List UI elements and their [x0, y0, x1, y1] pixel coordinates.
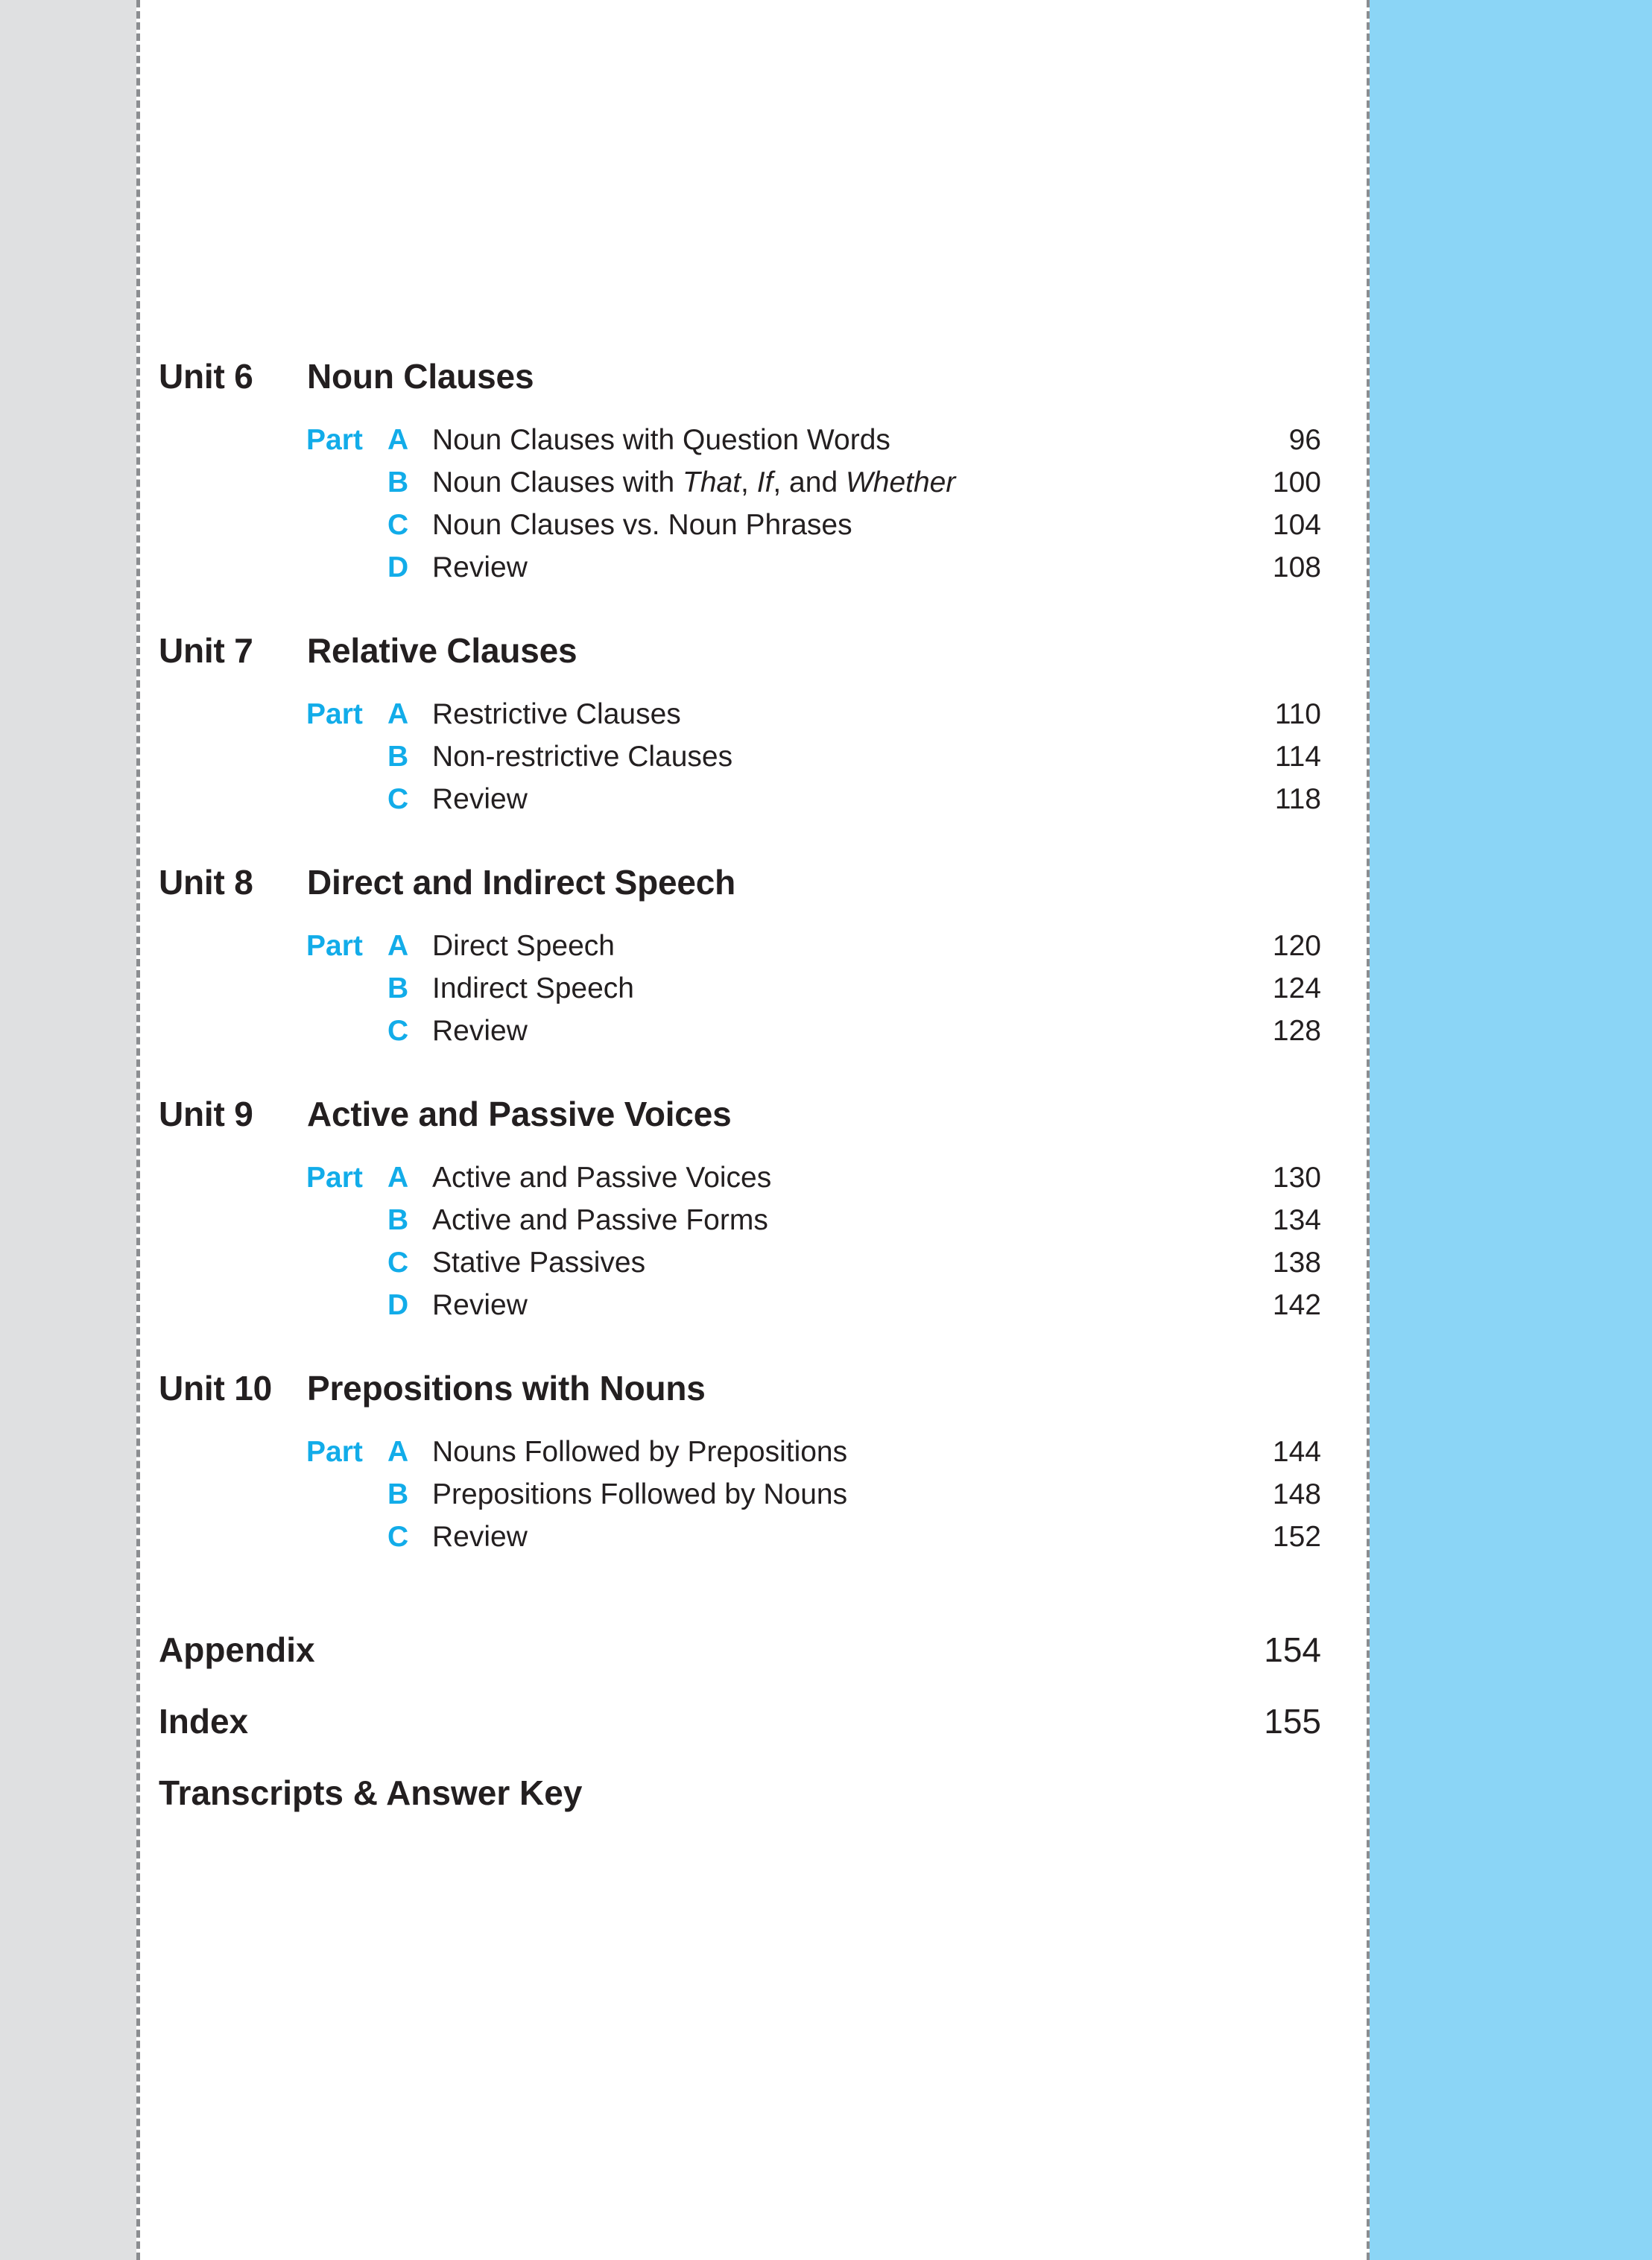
- part-title: Review: [432, 551, 528, 583]
- part-title: Review: [432, 1289, 528, 1321]
- unit-title: Direct and Indirect Speech: [307, 863, 736, 902]
- backmatter-list: [159, 1630, 1345, 1813]
- part-letter: A: [387, 1436, 409, 1468]
- page-number: 134: [1272, 1204, 1321, 1236]
- toc-part-row[interactable]: [159, 1010, 1345, 1052]
- page-number: 155: [1264, 1702, 1321, 1741]
- backmatter-title: Transcripts & Answer Key: [159, 1773, 583, 1812]
- part-title: Restrictive Clauses: [432, 698, 681, 730]
- page-number: 128: [1272, 1015, 1321, 1047]
- right-blue-band: [1370, 0, 1652, 2260]
- part-word-label: Part: [306, 1436, 363, 1468]
- part-letter: A: [387, 424, 409, 456]
- page-number: 152: [1272, 1521, 1321, 1553]
- part-word-label: Part: [306, 424, 363, 456]
- backmatter-row[interactable]: [159, 1630, 1345, 1670]
- part-letter: C: [387, 1015, 409, 1047]
- toc-part-row[interactable]: [159, 1431, 1345, 1473]
- part-title: Stative Passives: [432, 1247, 646, 1279]
- part-title: Indirect Speech: [432, 972, 635, 1004]
- unit-heading[interactable]: [159, 630, 1345, 671]
- toc-part-row[interactable]: [159, 1199, 1345, 1241]
- part-title: Nouns Followed by Prepositions: [432, 1436, 848, 1468]
- part-title: Review: [432, 1521, 528, 1553]
- part-letter: B: [387, 1204, 409, 1236]
- page-number: 110: [1274, 698, 1321, 730]
- page-number: 114: [1274, 741, 1321, 773]
- part-title: Active and Passive Voices: [432, 1162, 772, 1194]
- part-title: Review: [432, 1015, 528, 1047]
- toc-part-row[interactable]: [159, 1241, 1345, 1284]
- toc-part-row[interactable]: [159, 1284, 1345, 1326]
- toc-part-row[interactable]: [159, 461, 1345, 504]
- toc-part-row[interactable]: [159, 778, 1345, 820]
- page-number: 124: [1272, 972, 1321, 1004]
- part-title: Direct Speech: [432, 930, 615, 962]
- unit-number-label: Unit 9: [159, 1095, 253, 1133]
- part-title: Noun Clauses vs. Noun Phrases: [432, 509, 852, 541]
- part-letter: D: [387, 551, 409, 583]
- toc-part-row[interactable]: [159, 735, 1345, 778]
- part-letter: B: [387, 1478, 409, 1510]
- page-number: 144: [1272, 1436, 1321, 1468]
- toc-part-row[interactable]: [159, 504, 1345, 546]
- unit-heading[interactable]: [159, 1368, 1345, 1408]
- part-letter: C: [387, 509, 409, 541]
- unit-block: [159, 1094, 1345, 1326]
- toc-part-row[interactable]: [159, 693, 1345, 735]
- page-number: 108: [1272, 551, 1321, 583]
- backmatter-row[interactable]: [159, 1773, 1345, 1813]
- left-gutter-strip: [0, 0, 136, 2260]
- toc-part-row[interactable]: [159, 1516, 1345, 1558]
- part-letter: A: [387, 698, 409, 730]
- unit-heading[interactable]: [159, 356, 1345, 396]
- unit-heading[interactable]: [159, 862, 1345, 902]
- unit-title: Active and Passive Voices: [307, 1095, 732, 1133]
- part-title: Noun Clauses with That, If, and Whether: [432, 466, 956, 498]
- part-letter: B: [387, 466, 409, 498]
- unit-block: [159, 862, 1345, 1052]
- toc-part-row[interactable]: [159, 1156, 1345, 1199]
- unit-heading[interactable]: [159, 1094, 1345, 1134]
- page-number: 100: [1272, 466, 1321, 498]
- part-letter: A: [387, 1162, 409, 1194]
- part-title: Review: [432, 783, 528, 815]
- unit-title: Prepositions with Nouns: [307, 1369, 706, 1408]
- part-word-label: Part: [306, 1162, 363, 1194]
- part-letter: C: [387, 1247, 409, 1279]
- toc-part-row[interactable]: [159, 1473, 1345, 1516]
- toc-entry-list: [159, 356, 1345, 1844]
- unit-title: Relative Clauses: [307, 631, 577, 670]
- backmatter-title: Index: [159, 1702, 249, 1741]
- backmatter-title: Appendix: [159, 1630, 315, 1669]
- page-number: 148: [1272, 1478, 1321, 1510]
- page-number: 154: [1264, 1630, 1321, 1669]
- part-letter: A: [387, 930, 409, 962]
- toc-content-column: [159, 0, 1345, 2260]
- unit-number-label: Unit 6: [159, 357, 253, 396]
- unit-number-label: Unit 7: [159, 631, 253, 670]
- part-letter: B: [387, 741, 409, 773]
- part-title: Non-restrictive Clauses: [432, 741, 733, 773]
- page-number: 96: [1288, 424, 1321, 456]
- unit-block: [159, 630, 1345, 820]
- part-letter: C: [387, 1521, 409, 1553]
- page-number: 120: [1272, 930, 1321, 962]
- part-title: Prepositions Followed by Nouns: [432, 1478, 848, 1510]
- left-dashed-rule: [136, 0, 140, 2260]
- page-number: 104: [1272, 509, 1321, 541]
- unit-number-label: Unit 10: [159, 1369, 272, 1408]
- unit-title: Noun Clauses: [307, 357, 534, 396]
- page-number: 130: [1272, 1162, 1321, 1194]
- part-letter: C: [387, 783, 409, 815]
- unit-block: [159, 1368, 1345, 1558]
- page-number: 138: [1272, 1247, 1321, 1279]
- toc-part-row[interactable]: [159, 419, 1345, 461]
- page-number: 142: [1272, 1289, 1321, 1321]
- part-letter: D: [387, 1289, 409, 1321]
- toc-part-row[interactable]: [159, 925, 1345, 967]
- part-title: Active and Passive Forms: [432, 1204, 768, 1236]
- unit-block: [159, 356, 1345, 589]
- backmatter-row[interactable]: [159, 1701, 1345, 1741]
- part-word-label: Part: [306, 930, 363, 962]
- part-title: Noun Clauses with Question Words: [432, 424, 890, 456]
- part-letter: B: [387, 972, 409, 1004]
- unit-number-label: Unit 8: [159, 863, 253, 902]
- toc-part-row[interactable]: [159, 546, 1345, 589]
- part-word-label: Part: [306, 698, 363, 730]
- page-number: 118: [1274, 783, 1321, 815]
- toc-part-row[interactable]: [159, 967, 1345, 1010]
